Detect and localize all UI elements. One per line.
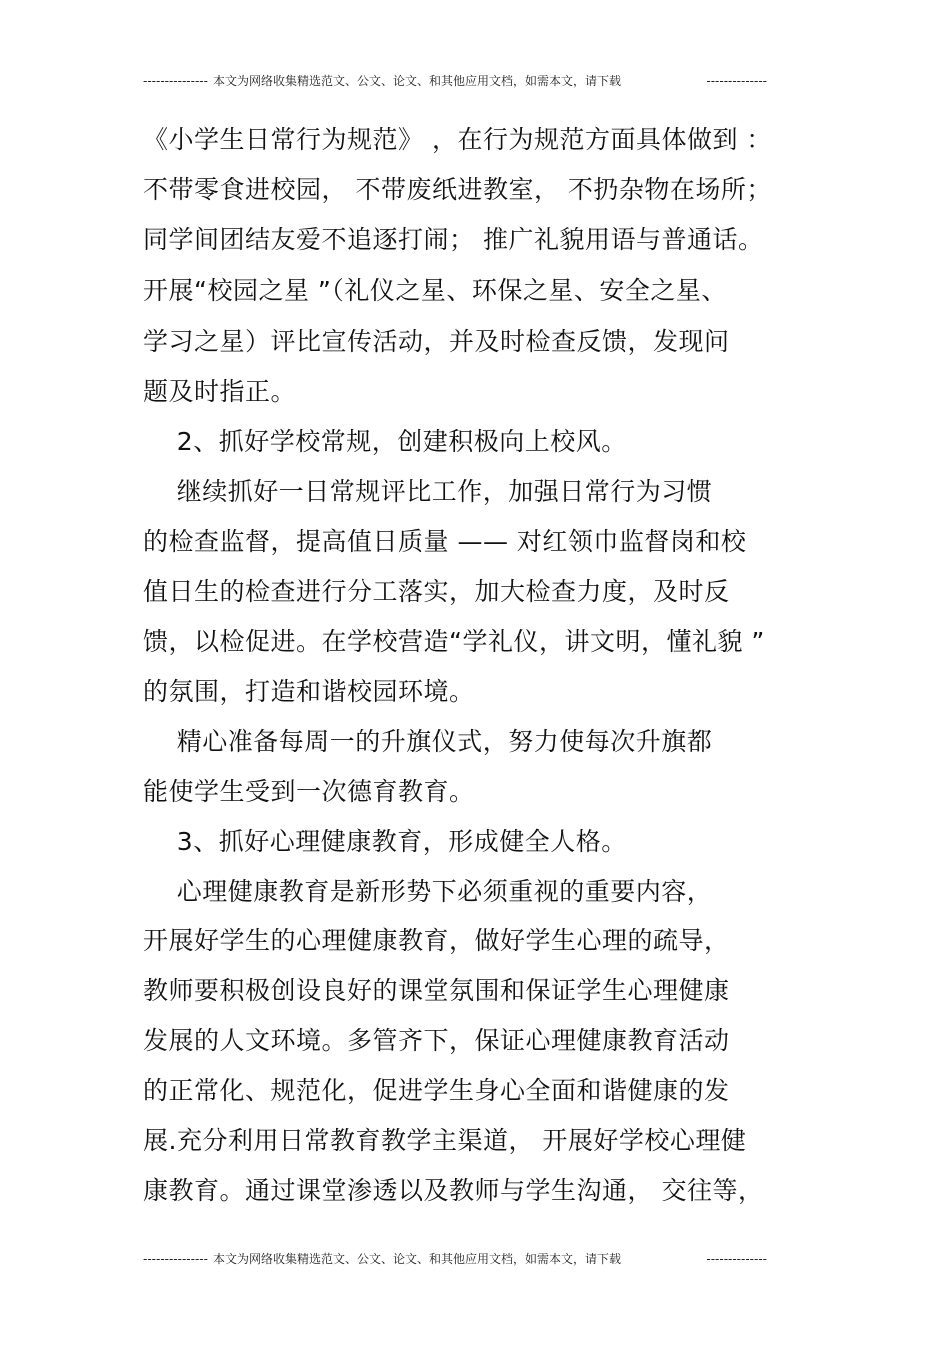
body-line: 的氛围，打造和谐校园环境。 <box>143 677 475 706</box>
body-line: 题及时指正。 <box>143 377 297 406</box>
body-line: 教师要积极创设良好的课堂氛围和保证学生心理健康 <box>143 976 730 1005</box>
body-line: 的正常化、规范化，促进学生身心全面和谐健康的发 <box>143 1076 730 1105</box>
section-heading: 2、抓好学校常规，创建积极向上校风。 <box>143 427 627 456</box>
body-line: 馈，以检促进。在学校营造“学礼仪，讲文明，懂礼貌 ” <box>143 627 765 656</box>
body-line: 心理健康教育是新形势下必须重视的重要内容， <box>143 877 713 906</box>
body-line: 开展“校园之星 ”（礼仪之星、环保之星、安全之星、 <box>143 276 727 305</box>
body-line: 值日生的检查进行分工落实，加大检查力度，及时反 <box>143 577 730 606</box>
body-line: 精心准备每周一的升旗仪式，努力使每次升旗都 <box>143 727 713 756</box>
footer-dashes-left: --------------- <box>143 1252 208 1266</box>
body-line: 展.充分利用日常教育教学主渠道， 开展好学校心理健 <box>143 1126 747 1155</box>
body-line: 发展的人文环境。多管齐下，保证心理健康教育活动 <box>143 1026 730 1055</box>
page-header <box>143 71 767 91</box>
footer-dashes-right: -------------- <box>706 1252 767 1266</box>
body-line: 的检查监督，提高值日质量 —— 对红领巾监督岗和校 <box>143 527 747 556</box>
header-text: 本文为网络收集精选范文、公文、论文、和其他应用文档，如需本文，请下载 <box>213 74 622 88</box>
footer-text: 本文为网络收集精选范文、公文、论文、和其他应用文档，如需本文，请下载 <box>213 1252 622 1266</box>
header-dashes-right: -------------- <box>706 74 767 88</box>
body-line: 同学间团结友爱不追逐打闹； 推广礼貌用语与普通话。 <box>143 225 764 254</box>
page-footer <box>143 1249 767 1269</box>
body-line: 开展好学生的心理健康教育，做好学生心理的疏导， <box>143 926 730 955</box>
body-line: 不带零食进校园， 不带废纸进教室， 不扔杂物在场所； <box>143 175 772 204</box>
body-line: 学习之星）评比宣传活动，并及时检查反馈，发现问 <box>143 327 730 356</box>
body-line: 能使学生受到一次德育教育。 <box>143 777 475 806</box>
header-dashes-left: --------------- <box>143 74 208 88</box>
body-line: 《小学生日常行为规范》 ，在行为规范方面具体做到 ： <box>143 125 772 154</box>
section-heading: 3、抓好心理健康教育，形成健全人格。 <box>143 827 627 856</box>
body-line: 继续抓好一日常规评比工作，加强日常行为习惯 <box>143 477 713 506</box>
body-line: 康教育。通过课堂渗透以及教师与学生沟通， 交往等， <box>143 1176 764 1205</box>
